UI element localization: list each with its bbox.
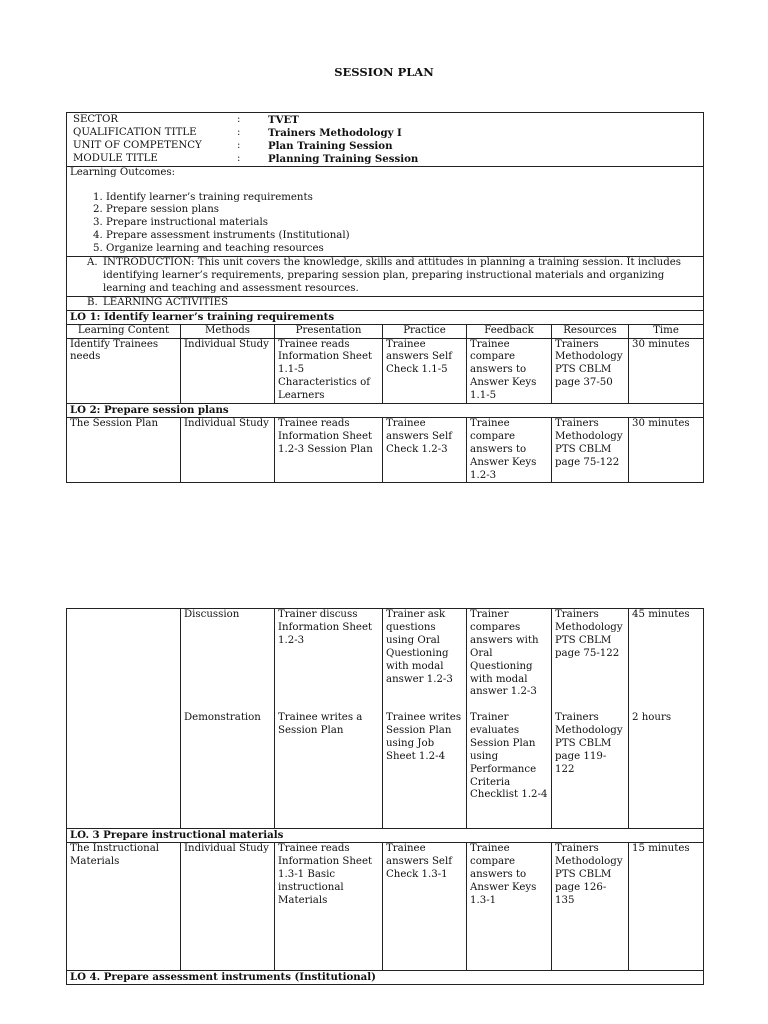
learning-outcome-item: 2. Prepare session plans bbox=[106, 204, 700, 217]
info-row-module bbox=[70, 153, 700, 166]
cell-feedback: Trainee compare answers to Answer Keys 1.1-5 bbox=[467, 338, 552, 404]
cell-method: Individual Study bbox=[181, 338, 275, 404]
cell-presentation: Trainee reads Information Sheet 1.2-3 Session Plan bbox=[275, 417, 383, 483]
info-table bbox=[70, 114, 700, 166]
cell-practice: Trainee answers Self Check 1.2-3 bbox=[383, 417, 467, 483]
introduction bbox=[67, 257, 704, 297]
cell-time bbox=[629, 609, 704, 829]
cell-feedback: Trainee compare answers to Answer Keys 1.2-3 bbox=[467, 417, 552, 483]
col-feedback: Feedback bbox=[467, 324, 552, 338]
info-label: QUALIFICATION TITLE bbox=[73, 126, 197, 138]
info-sep: : bbox=[237, 126, 241, 138]
info-label: MODULE TITLE bbox=[73, 152, 158, 164]
col-resources: Resources bbox=[552, 324, 629, 338]
lo1-heading: LO 1: Identify learner’s training requirements bbox=[67, 310, 704, 324]
document-title: SESSION PLAN bbox=[334, 65, 434, 79]
cell-time: 15 minutes bbox=[629, 842, 704, 970]
cell-method: Individual Study bbox=[181, 417, 275, 483]
learning-outcome-item: 3. Prepare instructional materials bbox=[106, 217, 700, 230]
cell-method: Individual Study bbox=[181, 842, 275, 970]
info-row-sector bbox=[70, 114, 700, 127]
cell-time-discussion: 45 minutes bbox=[632, 609, 690, 620]
cell-time: 30 minutes bbox=[629, 417, 704, 483]
cell-method bbox=[181, 609, 275, 829]
cell-practice: Trainee answers Self Check 1.3-1 bbox=[383, 842, 467, 970]
learning-activities bbox=[67, 296, 704, 310]
cell-content-empty bbox=[67, 609, 181, 829]
cell-resources bbox=[552, 609, 629, 829]
cell-time-demonstration: 2 hours bbox=[632, 712, 672, 723]
lo3-heading: LO. 3 Prepare instructional materials bbox=[67, 829, 704, 843]
info-value: Plan Training Session bbox=[268, 139, 393, 152]
learning-outcome-item: 5. Organize learning and teaching resources bbox=[106, 243, 700, 256]
table-row bbox=[67, 842, 704, 970]
cell-practice-discussion: Trainer ask questions using Oral Questioning with modal answer 1.2-3 bbox=[386, 609, 453, 685]
cell-content: The Session Plan bbox=[67, 417, 181, 483]
cell-content: Identify Trainees needs bbox=[67, 338, 181, 404]
info-value: TVET bbox=[268, 114, 299, 126]
info-label: SECTOR bbox=[73, 114, 119, 125]
cell-feedback-demonstration: Trainer evaluates Session Plan using Performance Criteria Checklist 1.2-4 bbox=[470, 712, 548, 801]
cell-presentation-discussion: Trainer discuss Information Sheet 1.2-3 bbox=[278, 609, 373, 646]
info-sep: : bbox=[237, 152, 241, 164]
cell-presentation: Trainee reads Information Sheet 1.1-5 Characteristics of Learners bbox=[275, 338, 383, 404]
session-plan-table-bottom bbox=[66, 608, 704, 985]
info-row-unit bbox=[70, 140, 700, 153]
cell-presentation bbox=[275, 609, 383, 829]
info-sep: : bbox=[237, 114, 241, 125]
cell-practice: Trainee answers Self Check 1.1-5 bbox=[383, 338, 467, 404]
cell-method-demonstration: Demonstration bbox=[184, 712, 261, 723]
info-value: Planning Training Session bbox=[268, 152, 419, 165]
col-presentation: Presentation bbox=[275, 324, 383, 338]
learning-outcome-item: 4. Prepare assessment instruments (Institutional) bbox=[106, 230, 700, 243]
session-plan-table-top bbox=[66, 112, 704, 483]
lo4-heading: LO 4. Prepare assessment instruments (Institutional) bbox=[67, 970, 704, 984]
cell-presentation-demonstration: Trainee writes a Session Plan bbox=[278, 712, 363, 736]
column-header-row bbox=[67, 324, 704, 338]
learning-outcomes-heading: Learning Outcomes: bbox=[70, 166, 176, 178]
learning-outcomes bbox=[67, 166, 704, 256]
lo2-heading: LO 2: Prepare session plans bbox=[67, 404, 704, 418]
cell-feedback: Trainee compare answers to Answer Keys 1.3-1 bbox=[467, 842, 552, 970]
info-value: Trainers Methodology I bbox=[268, 126, 402, 139]
cell-content: The Instructional Materials bbox=[67, 842, 181, 970]
introduction-text: INTRODUCTION: This unit covers the knowledge, skills and attitudes in planning a training session. It includes identifying learner’s requirements, preparing session plan, preparing instructional materials and organizing learning and teaching and assessment resources. bbox=[103, 257, 682, 294]
cell-presentation: Trainee reads Information Sheet 1.3-1 Basic instructional Materials bbox=[275, 842, 383, 970]
table-row bbox=[67, 417, 704, 483]
activities-marker: B. bbox=[87, 296, 98, 308]
learning-outcome-item: 1. Identify learner’s training requirements bbox=[106, 192, 700, 205]
col-time: Time bbox=[629, 324, 704, 338]
cell-practice bbox=[383, 609, 467, 829]
info-block bbox=[67, 113, 704, 167]
col-methods: Methods bbox=[181, 324, 275, 338]
cell-practice-demonstration: Trainee writes Session Plan using Job Sheet 1.2-4 bbox=[386, 712, 462, 762]
cell-feedback bbox=[467, 609, 552, 829]
cell-method-discussion: Discussion bbox=[184, 609, 240, 620]
cell-resources: Trainers Methodology PTS CBLM page 75-122 bbox=[552, 417, 629, 483]
info-sep: : bbox=[237, 139, 241, 151]
introduction-marker: A. bbox=[87, 257, 98, 269]
info-row-qualification bbox=[70, 127, 700, 140]
cell-resources-discussion: Trainers Methodology PTS CBLM page 75-122 bbox=[555, 609, 623, 659]
cell-time: 30 minutes bbox=[629, 338, 704, 404]
col-practice: Practice bbox=[383, 324, 467, 338]
cell-resources-demonstration: Trainers Methodology PTS CBLM page 119-122 bbox=[555, 712, 623, 775]
cell-resources: Trainers Methodology PTS CBLM page 126-135 bbox=[552, 842, 629, 970]
info-label: UNIT OF COMPETENCY bbox=[73, 139, 202, 151]
table-row bbox=[67, 338, 704, 404]
cell-feedback-discussion: Trainer compares answers with Oral Questioning with modal answer 1.2-3 bbox=[470, 609, 539, 698]
col-learning-content: Learning Content bbox=[67, 324, 181, 338]
table-row bbox=[67, 609, 704, 829]
cell-resources: Trainers Methodology PTS CBLM page 37-50 bbox=[552, 338, 629, 404]
activities-text: LEARNING ACTIVITIES bbox=[103, 296, 229, 308]
